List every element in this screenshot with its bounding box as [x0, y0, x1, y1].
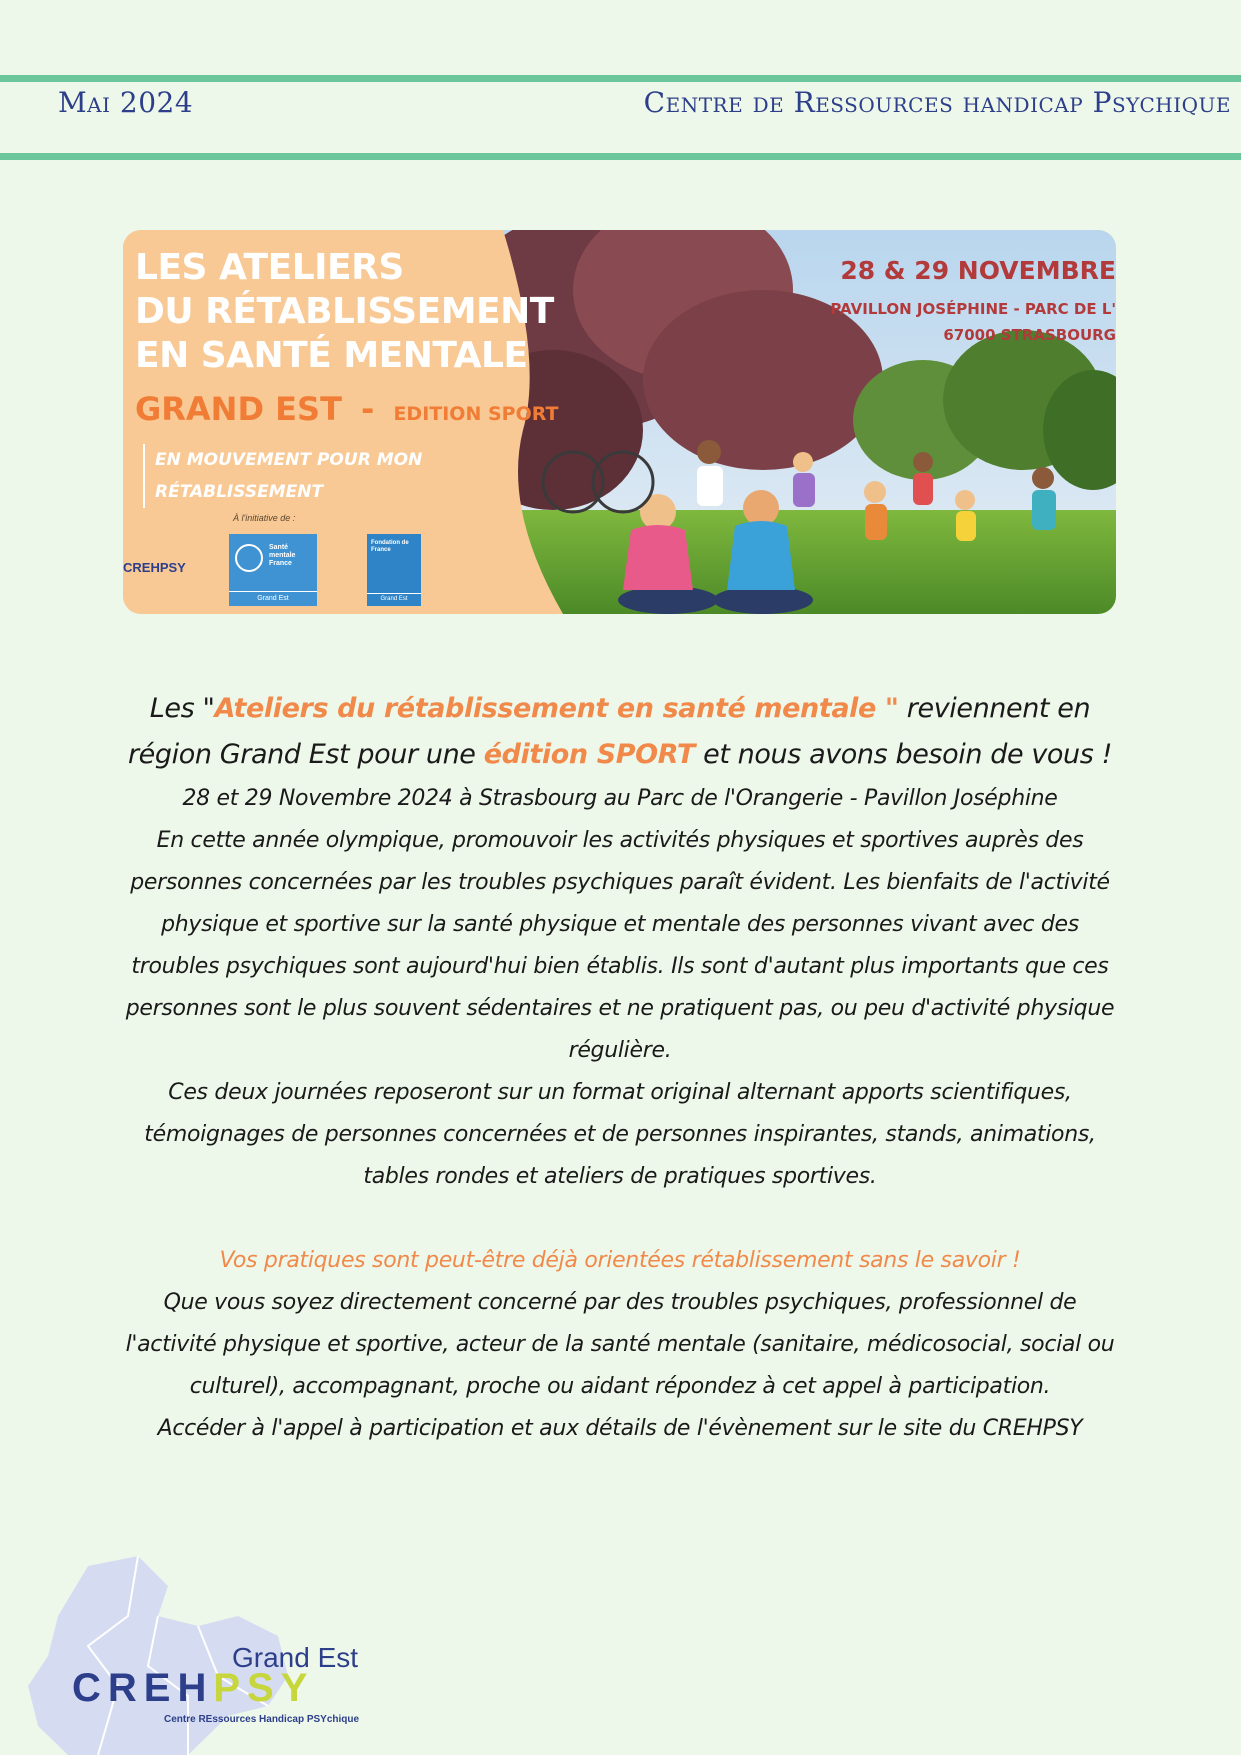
- event-banner: [123, 230, 1116, 614]
- smf-emblem-icon: [235, 544, 263, 572]
- intro-part-2: reviennent en région Grand Est pour une: [127, 693, 1091, 770]
- header-rule-top: [0, 75, 1241, 82]
- sante-mentale-france-logo: [229, 534, 317, 606]
- smf-logo-name: Santé mentale France: [269, 544, 296, 567]
- banner-region: [135, 390, 558, 428]
- audience-paragraph: Que vous soyez directement concerné par des troubles psychiques, professionnel de l'activité physique et sportive, acteur de la santé mentale (sanitaire, médicosocial, social ou culturel), accompagnant, proche ou aidant répondez à cet appel à participation.: [125, 1290, 1115, 1399]
- banner-title-line-3: EN SANTÉ MENTALE: [135, 335, 528, 376]
- crehpsy-small-logo: CREHPSY: [123, 560, 186, 575]
- paragraph-spacer: [120, 1198, 1120, 1240]
- header-date: Mai 2024: [58, 86, 194, 119]
- smf-logo-region: Grand Est: [229, 591, 317, 602]
- banner-venue-line-2: 67000 STRASBOURG: [943, 326, 1116, 344]
- banner-venue-line-1: PAVILLON JOSÉPHINE - PARC DE L': [830, 300, 1116, 318]
- banner-tagline: EN MOUVEMENT POUR MON RÉTABLISSEMENT: [143, 444, 455, 508]
- banner-title-line-2: DU RÉTABLISSEMENT: [135, 291, 554, 332]
- fondation-de-france-logo: [367, 534, 421, 606]
- banner-venue: [830, 296, 1116, 348]
- format-paragraph: Ces deux journées reposeront sur un format original alternant apports scientifiques, témoignages de personnes concernées et de personnes inspirantes, stands, animations, tables rondes et ateliers de pratiques sportives.: [144, 1080, 1096, 1189]
- footer-logo-brand-creh: CREH: [72, 1666, 214, 1710]
- intro-heading: [120, 686, 1120, 778]
- context-paragraph: En cette année olympique, promouvoir les activités physiques et sportives auprès des personnes concernées par les troubles psychiques paraît évident. Les bienfaits de l'activité physique et sportive sur la santé physique et mentale des personnes vivant avec des troubles psychiques sont aujourd'hui bien établis. Ils sont d'autant plus importants que ces personnes sont le plus souvent sédentaires et ne pratiquent pas, ou peu d'activité physique régulière.: [125, 828, 1115, 1063]
- access-paragraph: Accéder à l'appel à participation et aux détails de l'évènement sur le site du CREHPSY: [157, 1416, 1083, 1441]
- banner-edition: EDITION SPORT: [393, 403, 559, 425]
- footer-logo-brand-psy: PSY: [213, 1666, 315, 1710]
- banner-region-separator: -: [361, 390, 375, 428]
- fdf-logo-region: Grand Est: [367, 593, 421, 602]
- footer-logo-region: Grand Est: [232, 1642, 359, 1673]
- intro-highlight-edition: édition SPORT: [483, 739, 695, 770]
- banner-dates: 28 & 29 NOVEMBRE: [840, 256, 1116, 285]
- banner-initiative-label: À l'initiative de :: [233, 513, 296, 523]
- callout-paragraph: Vos pratiques sont peut-être déjà orientées rétablissement sans le savoir !: [219, 1248, 1021, 1273]
- fdf-logo-name: Fondation de France: [371, 540, 409, 553]
- event-when-where: 28 et 29 Novembre 2024 à Strasbourg au Parc de l'Orangerie - Pavillon Joséphine: [182, 786, 1058, 811]
- banner-region-name: GRAND EST: [135, 390, 342, 428]
- header-organization: Centre de Ressources handicap Psychique: [643, 86, 1231, 119]
- footer-logo-brand: [72, 1666, 314, 1711]
- intro-highlight-ateliers: Ateliers du rétablissement en santé mentale ": [214, 693, 899, 724]
- intro-part-1: Les ": [149, 693, 215, 724]
- banner-title-line-1: LES ATELIERS: [135, 247, 404, 288]
- article-body: [120, 686, 1120, 1450]
- header-rule-bottom: [0, 153, 1241, 160]
- banner-title: [135, 246, 554, 378]
- intro-part-3: et nous avons besoin de vous !: [694, 739, 1113, 770]
- footer-logo-subtitle: Centre REssources Handicap PSYchique: [164, 1714, 360, 1725]
